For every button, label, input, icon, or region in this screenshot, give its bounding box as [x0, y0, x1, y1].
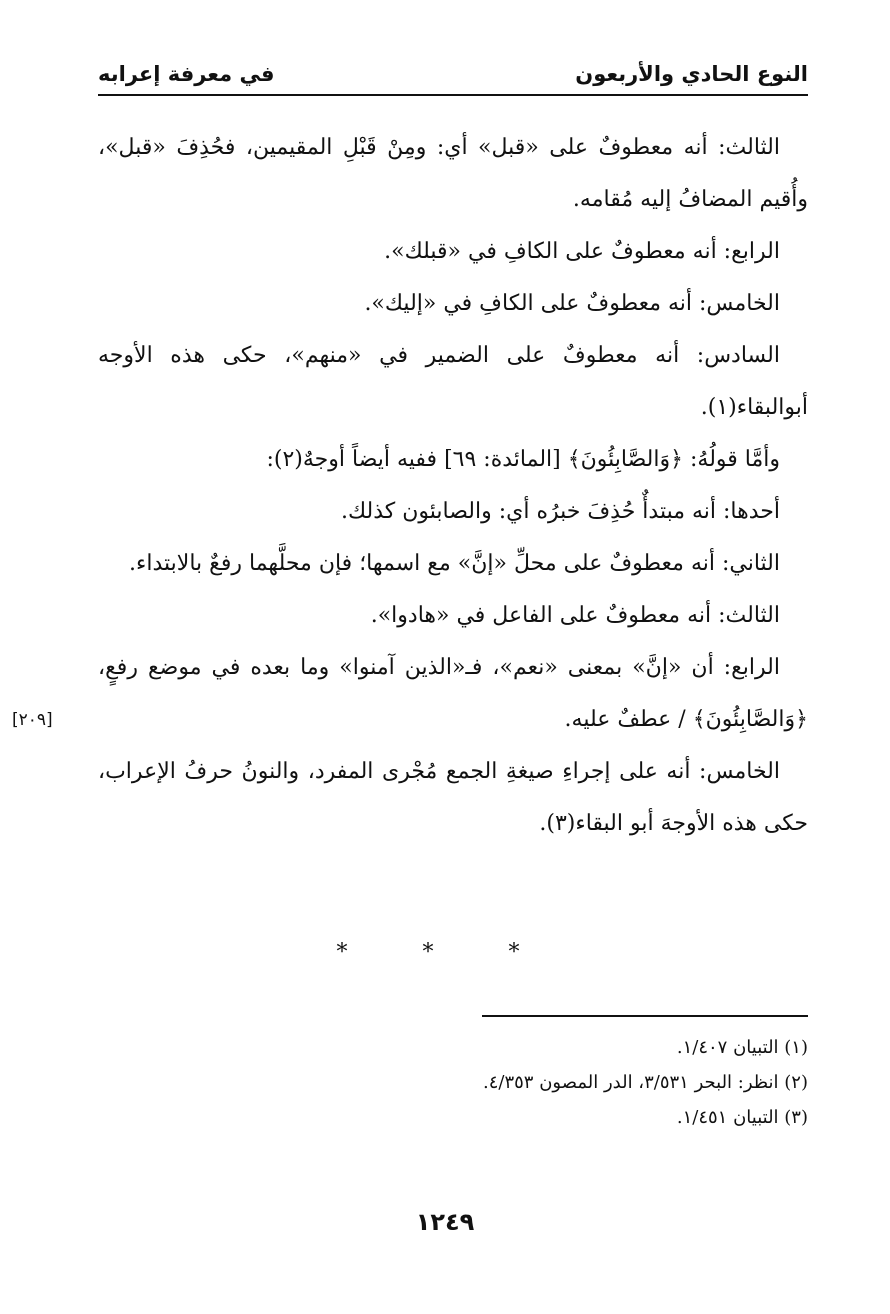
- paragraph-second-view: الثاني: أنه معطوفٌ على محلِّ «إنَّ» مع اسمها؛ فإن محلَّهما رفعٌ بالابتداء.: [129, 551, 780, 576]
- page-number: ١٢٤٩: [415, 1208, 475, 1236]
- paragraph-fifth-view: الخامس: أنه على إجراءِ صيغةِ الجمع مُجْرى المفرد، والنونُ حرفُ الإعراب، حكى هذه الأوجهَ أبو البقاء(٣).: [98, 759, 808, 836]
- paragraph-sabiun-intro: وأمَّا قولُهُ: ﴿وَالصَّابِئُونَ﴾ [المائدة: ٦٩] ففيه أيضاً أوجهٌ(٢):: [266, 447, 780, 472]
- paragraph-fourth-view-wrapper: [12, 642, 808, 746]
- footnote-item: (١) التبيان ١/٤٠٧.: [676, 1037, 808, 1058]
- running-header: [98, 58, 808, 96]
- paragraph-fourth-view: الرابع: أن «إنَّ» بمعنى «نعم»، فـ«الذين آمنوا» وما بعده في موضع رفعٍ، ﴿وَالصَّابِئُونَ﴾ / عطفٌ عليه.: [98, 655, 808, 732]
- margin-page-marker: [٢٠٩]: [12, 710, 53, 730]
- section-title: في معرفة إعرابه: [98, 62, 275, 86]
- footnote-item: (٢) انظر: البحر ٣/٥٣١، الدر المصون ٤/٣٥٣.: [483, 1072, 808, 1093]
- paragraph-fourth-aspect: الرابع: أنه معطوفٌ على الكافِ في «قبلك».: [384, 239, 780, 264]
- chapter-title: النوع الحادي والأربعون: [575, 62, 808, 86]
- paragraph-sixth-aspect: السادس: أنه معطوفٌ على الضمير في «منهم»، حكى هذه الأوجه أبوالبقاء(١).: [98, 343, 808, 420]
- paragraph-third-view: الثالث: أنه معطوفٌ على الفاعل في «هادوا».: [370, 603, 780, 628]
- footnote-item: (٣) التبيان ١/٤٥١.: [676, 1107, 808, 1128]
- section-separator: * * *: [336, 940, 554, 965]
- main-text: [12, 122, 808, 850]
- footnote-divider: [482, 1015, 808, 1017]
- footnotes: [98, 1030, 808, 1135]
- paragraph-third-aspect: الثالث: أنه معطوفٌ على «قبل» أي: ومِنْ قَبْلِ المقيمين، فحُذِفَ «قبل»، وأُقيم المضافُ إليه مُقامه.: [98, 135, 808, 212]
- paragraph-first-view: أحدها: أنه مبتدأٌ حُذِفَ خبرُه أي: والصابئون كذلك.: [340, 499, 780, 524]
- paragraph-fifth-aspect: الخامس: أنه معطوفٌ على الكافِ في «إليك».: [364, 291, 780, 316]
